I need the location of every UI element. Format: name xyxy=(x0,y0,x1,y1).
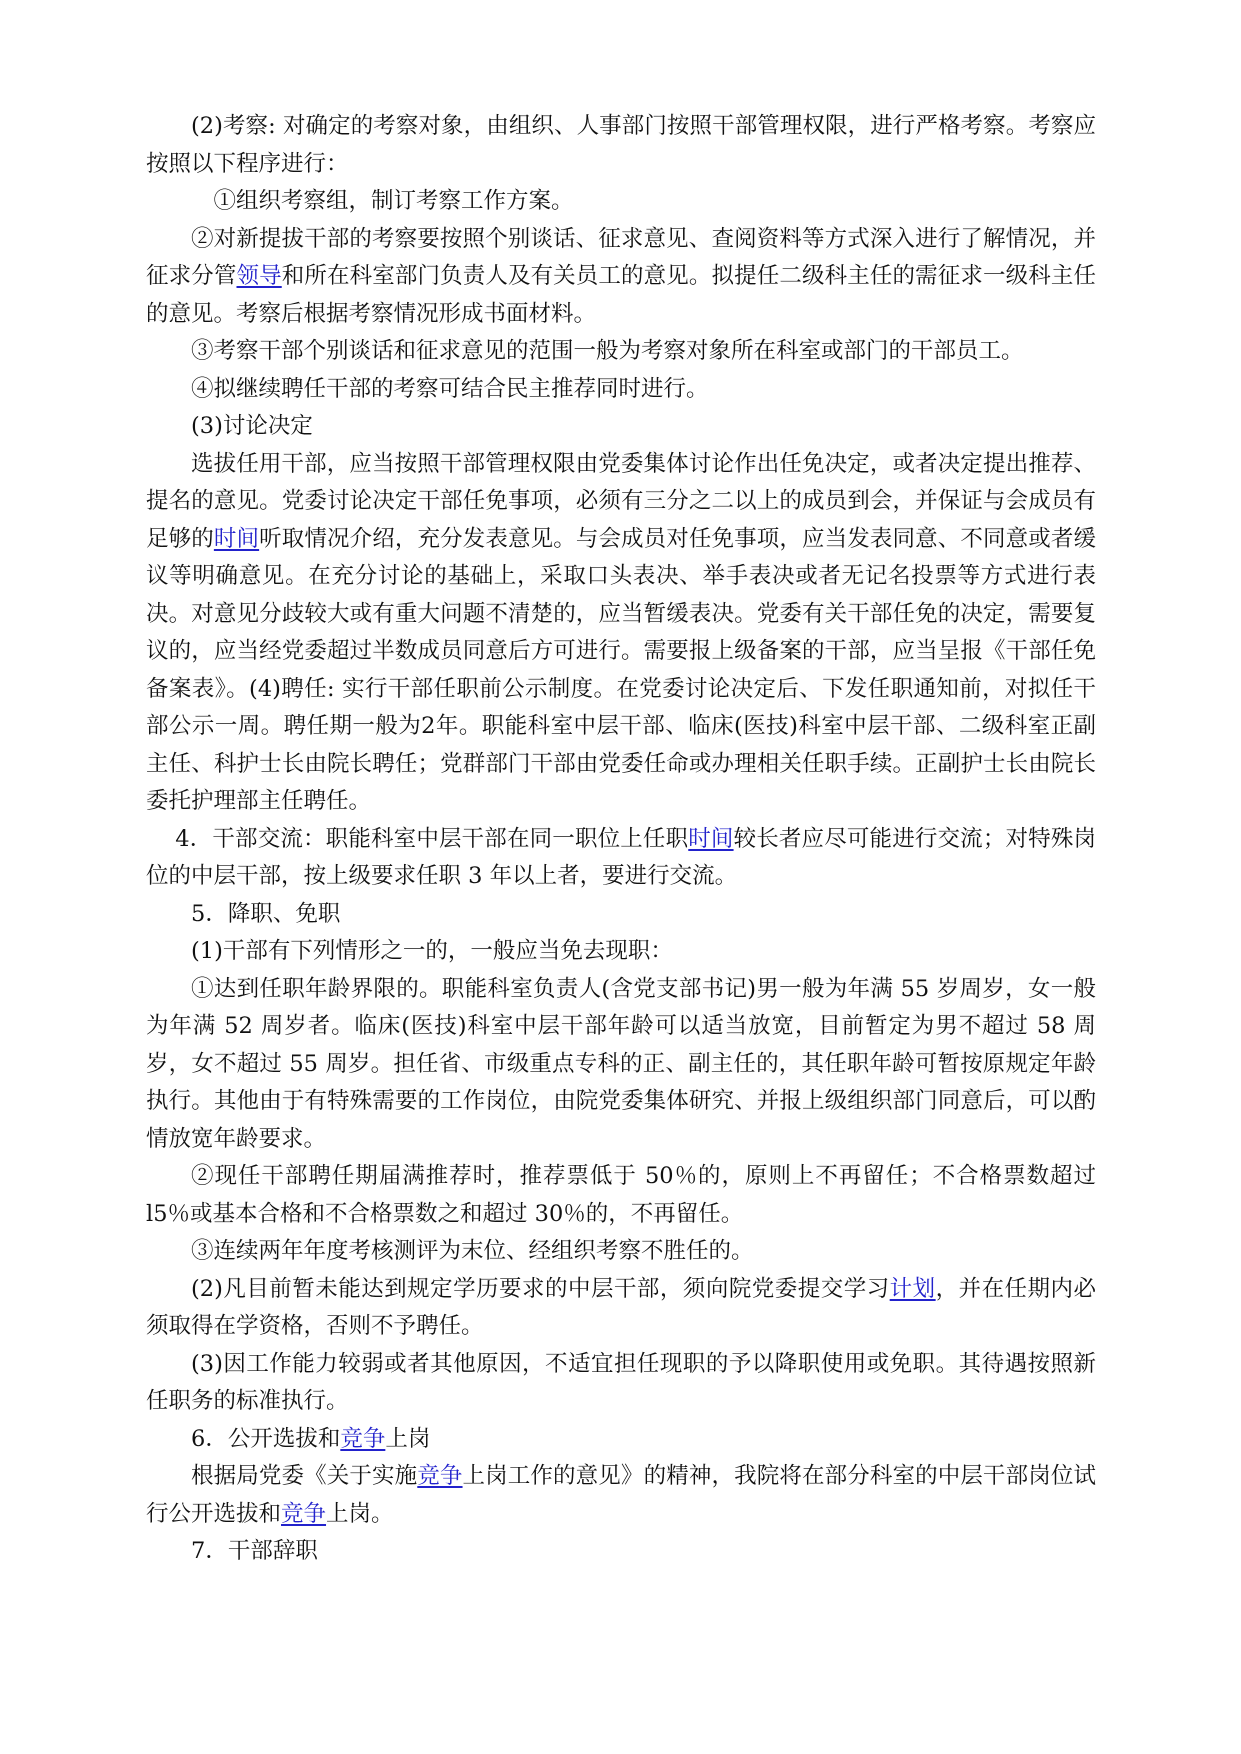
paragraph-p16 xyxy=(146,1421,1096,1459)
text-segment: (1)干部有下列情形之一的，一般应当免去现职： xyxy=(191,938,673,964)
paragraph-p7 xyxy=(146,446,1096,821)
inline-link[interactable]: 竞争 xyxy=(340,1425,386,1452)
text-segment: 上岗 xyxy=(385,1425,431,1452)
text-segment: ④拟继续聘任干部的考察可结合民主推荐同时进行。 xyxy=(191,375,709,402)
text-segment: 选拔任用干部，应当按照干部管理权限由党委集体讨论作出任免决定，或者决定提出推荐、提名的意见。党委讨论决定干部任免事项，必须有三分之二以上的成员到会，并保证与会成员有足够的 xyxy=(146,450,1096,552)
paragraph-p11 xyxy=(146,971,1096,1159)
paragraph-p9 xyxy=(146,896,1096,934)
paragraph-p12 xyxy=(146,1158,1096,1233)
paragraph-p2 xyxy=(146,183,1096,221)
inline-link[interactable]: 时间 xyxy=(213,525,260,552)
text-segment: 听取情况介绍，充分发表意见。与会成员对任免事项，应当发表同意、不同意或者缓议等明确意见。在充分讨论的基础上，采取口头表决、举手表决或者无记名投票等方式进行表决。对意见分歧较大或有重大问题不清楚的，应当暂缓表决。党委有关干部任免的决定，需要复议的，应当经党委超过半数成员同意后方可进行。需要报上级备案的干部，应当呈报《干部任免备案表》。(4)聘任: 实行干部任职前公示制度。在党委讨论决定后、下发任职通知前，对拟任干部公示一周。聘任期一般为2年。职能科室中层干部、临床(医技)科室中层干部、二级科室正副主任、科护士长由院长聘任；党群部门干部由党委任命或办理相关任职手续。正副护士长由院长委托护理部主任聘任。 xyxy=(146,525,1096,814)
text-segment: 上岗工作的意见》的精神，我院将在部分科室的中层干部岗位试行公开选拔和 xyxy=(146,1463,1096,1527)
paragraph-p5 xyxy=(146,371,1096,409)
paragraph-p3 xyxy=(146,221,1096,334)
inline-link[interactable]: 计划 xyxy=(889,1275,936,1302)
text-segment: (3)讨论决定 xyxy=(191,413,313,439)
paragraph-p4 xyxy=(146,333,1096,371)
text-segment: ②现任干部聘任期届满推荐时，推荐票低于 50％的，原则上不再留任；不合格票数超过 l5％或基本合格和不合格票数之和超过 30％的，不再留任。 xyxy=(146,1163,1096,1227)
text-segment: 5．降职、免职 xyxy=(191,900,341,927)
text-segment: 和所在科室部门负责人及有关员工的意见。拟提任二级科主任的需征求一级科主任的意见。考察后根据考察情况形成书面材料。 xyxy=(146,263,1096,327)
paragraph-p1 xyxy=(146,108,1096,183)
inline-link[interactable]: 领导 xyxy=(236,263,282,289)
text-segment: 较长者应尽可能进行交流；对特殊岗位的中层干部，按上级要求任职 3 年以上者，要进行交流。 xyxy=(146,825,1096,889)
text-segment: (2)凡目前暂未能达到规定学历要求的中层干部，须向院党委提交学习 xyxy=(191,1275,890,1302)
text-segment: 4．干部交流：职能科室中层干部在同一职位上任职 xyxy=(175,825,689,852)
text-segment: 根据局党委《关于实施 xyxy=(191,1463,418,1489)
text-segment: ①组织考察组，制订考察工作方案。 xyxy=(213,188,574,214)
text-segment: ①达到任职年龄界限的。职能科室负责人(含党支部书记)男一般为年满 55 岁周岁，女一般为年满 52 周岁者。临床(医技)科室中层干部年龄可以适当放宽，目前暂定为男不超过 58 周岁，女不超过 55 周岁。担任省、市级重点专科的正、副主任的，其任职年龄可暂按原规定年龄执行。其他由于有特殊需要的工作岗位，由院党委集体研究、并报上级组织部门同意后，可以酌情放宽年龄要求。 xyxy=(146,975,1096,1152)
paragraph-p14 xyxy=(146,1271,1096,1346)
paragraph-p17 xyxy=(146,1458,1096,1533)
paragraph-p10 xyxy=(146,933,1096,971)
inline-link[interactable]: 竞争 xyxy=(281,1500,327,1527)
text-segment: ③连续两年年度考核测评为末位、经组织考察不胜任的。 xyxy=(191,1238,754,1264)
document-page xyxy=(146,108,1096,1571)
paragraph-p8 xyxy=(146,821,1096,896)
inline-link[interactable]: 竞争 xyxy=(417,1463,463,1489)
text-segment: ②对新提拔干部的考察要按照个别谈话、征求意见、查阅资料等方式深入进行了解情况，并征求分管 xyxy=(146,225,1096,289)
text-segment: ，并在任期内必须取得在学资格，否则不予聘任。 xyxy=(146,1275,1096,1339)
inline-link[interactable]: 时间 xyxy=(688,825,734,852)
text-segment: 上岗。 xyxy=(326,1500,394,1527)
text-segment: 6．公开选拔和 xyxy=(191,1425,341,1452)
paragraph-p6 xyxy=(146,408,1096,446)
text-segment: 7．干部辞职 xyxy=(191,1538,318,1564)
text-segment: (3)因工作能力较弱或者其他原因，不适宜担任现职的予以降职使用或免职。其待遇按照新任职务的标准执行。 xyxy=(146,1350,1096,1414)
text-segment: (2)考察: 对确定的考察对象，由组织、人事部门按照干部管理权限，进行严格考察。考察应按照以下程序进行： xyxy=(146,113,1096,177)
paragraph-p15 xyxy=(146,1346,1096,1421)
paragraph-p18 xyxy=(146,1533,1096,1571)
text-segment: ③考察干部个别谈话和征求意见的范围一般为考察对象所在科室或部门的干部员工。 xyxy=(191,338,1024,364)
paragraph-p13 xyxy=(146,1233,1096,1271)
